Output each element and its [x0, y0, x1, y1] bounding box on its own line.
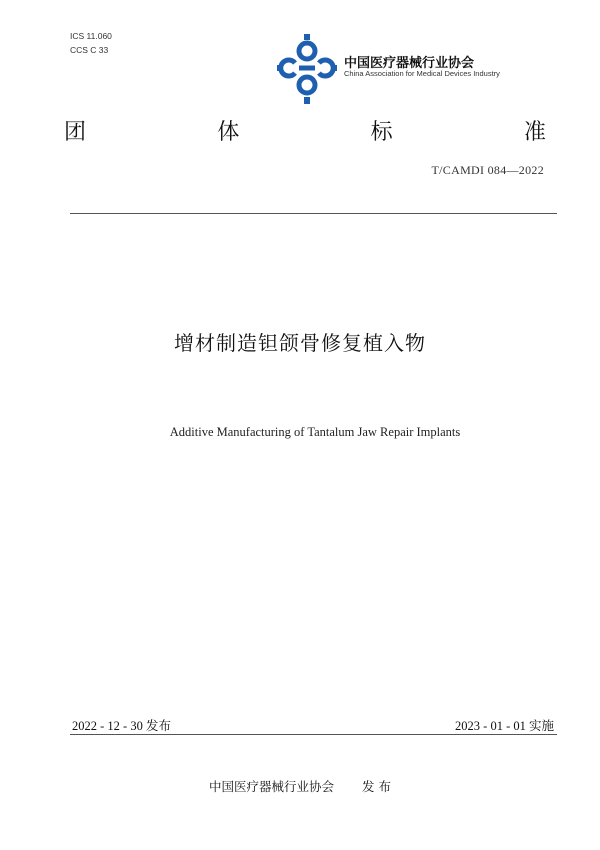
document-title-cn: 增材制造钽颌骨修复植入物 — [174, 331, 426, 355]
organization-name-cn: 中国医疗器械行业协会 — [344, 56, 475, 71]
standard-code: T/CAMDI 084—2022 — [431, 163, 544, 177]
publisher-name: 中国医疗器械行业协会 — [209, 779, 335, 794]
standard-type-char: 准 — [523, 119, 546, 145]
publisher-line — [0, 777, 600, 795]
ics-code: ICS 11.060 — [70, 31, 112, 41]
publish-action: 发 布 — [362, 779, 391, 794]
standard-type-char: 标 — [370, 119, 393, 145]
document-title-en: Additive Manufacturing of Tantalum Jaw Repair Implants — [169, 425, 461, 439]
organization-name-en: China Association for Medical Devices Industry — [344, 69, 500, 78]
issue-date: 2022 - 12 - 30 发布 — [72, 719, 171, 733]
top-divider — [70, 213, 557, 214]
standard-type-char: 团 — [63, 119, 86, 145]
cmdi-logo-icon — [272, 30, 342, 108]
standard-type-heading — [60, 114, 550, 146]
ccs-code: CCS C 33 — [70, 45, 109, 55]
bottom-divider — [70, 734, 557, 735]
standard-type-char: 体 — [217, 119, 240, 145]
implementation-date: 2023 - 01 - 01 实施 — [455, 719, 554, 733]
